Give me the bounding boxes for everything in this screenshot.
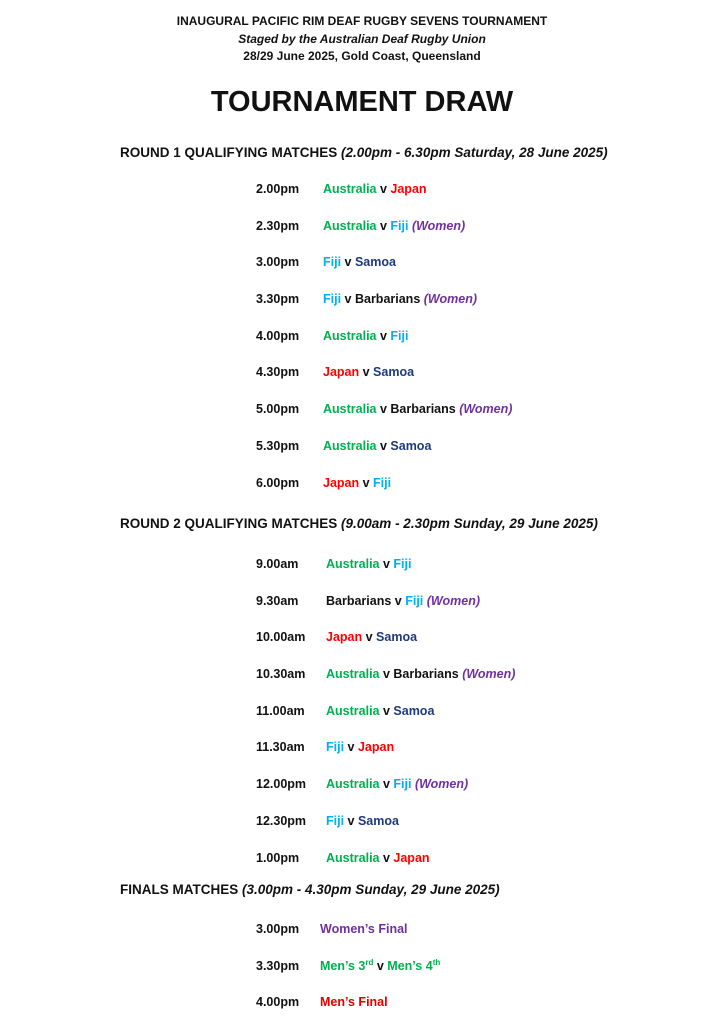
section-subtitle: (3.00pm - 4.30pm Sunday, 29 June 2025) (242, 882, 500, 897)
match-teams (323, 318, 408, 354)
match-time: 3.00pm (256, 922, 300, 936)
match-time: 6.00pm (256, 475, 300, 490)
women-label: (Women) (411, 777, 469, 792)
match-time: 4.30pm (256, 365, 300, 380)
team-name: Samoa (373, 365, 415, 380)
match-text: v (344, 813, 358, 828)
match-teams (326, 803, 399, 839)
team-name: Samoa (376, 630, 418, 645)
team-name: Samoa (357, 813, 399, 828)
match-text: v (376, 438, 391, 453)
match-teams (323, 281, 477, 317)
match-time: 11.00am (256, 703, 305, 718)
team-name: Australia (326, 557, 380, 571)
match-teams (320, 911, 408, 947)
match-teams (326, 840, 430, 876)
team-name: Australia (326, 667, 380, 682)
team-name: Fiji (390, 328, 409, 343)
match-teams (323, 391, 512, 427)
match-text: v (362, 630, 377, 645)
match-time: 4.00pm (256, 328, 300, 343)
team-name: Japan (393, 850, 430, 865)
women-label: Women’s Final (320, 922, 408, 936)
match-teams (323, 465, 391, 501)
match-teams (326, 656, 515, 692)
team-name: Australia (323, 328, 377, 343)
match-text: v Barbarians (379, 667, 459, 682)
match-time: 10.30am (256, 667, 306, 682)
match-time: 2.00pm (256, 182, 300, 196)
team-name: Fiji (393, 557, 412, 571)
team-name: Australia (323, 218, 377, 233)
team-name: Fiji (326, 740, 345, 755)
match-text: v (379, 777, 394, 792)
event-name: INAUGURAL PACIFIC RIM DEAF RUGBY SEVENS TOURNAMENT (176, 14, 548, 28)
team-name: Japan (323, 475, 360, 490)
team-name: Australia (326, 850, 380, 865)
match-time: 12.30pm (256, 813, 307, 828)
team-name: Australia (326, 777, 380, 792)
match-text: v Barbarians (376, 402, 456, 417)
team-name: Australia (323, 438, 377, 453)
match-teams (326, 619, 417, 655)
match-text: v Barbarians (341, 292, 421, 307)
match-teams (323, 354, 414, 390)
match-text: v (373, 958, 388, 973)
match-time: 12.00pm (256, 777, 307, 792)
match-teams (326, 546, 411, 582)
match-time: 3.30pm (256, 958, 300, 973)
match-text: v (359, 365, 374, 380)
match-teams (326, 729, 394, 765)
team-name: Fiji (326, 813, 345, 828)
section-title: FINALS MATCHES (120, 882, 239, 897)
women-label: (Women) (423, 593, 480, 608)
match-text: v (376, 218, 391, 233)
section-heading-finals (120, 881, 500, 899)
section-heading-round-2 (120, 515, 598, 533)
match-text: v (341, 255, 355, 270)
match-text: v (376, 182, 391, 196)
team-name: Fiji (323, 255, 342, 270)
match-text: v (379, 850, 394, 865)
team-name: Men’s 3 (320, 958, 366, 973)
match-time: 11.30am (256, 740, 305, 755)
team-name: rd (365, 957, 374, 967)
date-location-line: 28/29 June 2025, Gold Coast, Queensland (243, 49, 481, 63)
team-name: Men’s 4 (387, 958, 433, 973)
team-name: Fiji (390, 218, 409, 233)
page-title: TOURNAMENT DRAW (210, 86, 514, 118)
match-teams (326, 583, 480, 619)
match-text: Barbarians v (326, 593, 406, 608)
team-name: Japan (357, 740, 395, 755)
section-heading-round-1 (120, 144, 608, 162)
match-text: v (379, 703, 394, 718)
team-name: Fiji (405, 593, 424, 608)
match-teams (320, 948, 440, 984)
match-time: 9.30am (256, 593, 299, 608)
section-title: ROUND 2 QUALIFYING MATCHES (120, 516, 338, 531)
women-label: (Women) (408, 218, 466, 233)
match-teams (320, 984, 388, 1020)
match-text: v (376, 328, 391, 343)
match-teams (323, 244, 396, 280)
match-time: 2.30pm (256, 218, 300, 233)
women-label: (Women) (455, 402, 513, 417)
team-name: Australia (323, 182, 377, 196)
team-name: Japan (390, 182, 427, 196)
match-time: 10.00am (256, 630, 306, 645)
match-teams (326, 766, 468, 802)
women-label: (Women) (458, 667, 516, 682)
match-time: 3.30pm (256, 292, 300, 307)
team-name: Japan (323, 365, 360, 380)
team-name: Samoa (393, 703, 435, 718)
team-name: Japan (326, 630, 363, 645)
match-time: 3.00pm (256, 255, 300, 270)
match-teams (323, 171, 427, 207)
team-name: Fiji (373, 475, 392, 490)
match-time: 5.30pm (256, 438, 300, 453)
match-text: v (359, 475, 374, 490)
match-teams (323, 428, 431, 464)
team-name: Australia (326, 703, 380, 718)
section-title: ROUND 1 QUALIFYING MATCHES (120, 145, 338, 160)
team-name: th (432, 957, 441, 967)
women-label: (Women) (420, 292, 477, 307)
match-time: 5.00pm (256, 402, 300, 417)
section-subtitle: (9.00am - 2.30pm Sunday, 29 June 2025) (341, 516, 598, 531)
organiser-line: Staged by the Australian Deaf Rugby Union (238, 32, 486, 46)
match-text: v (344, 740, 358, 755)
team-name: Fiji (323, 292, 342, 307)
match-text: v (379, 557, 394, 571)
match-time: 1.00pm (256, 850, 300, 865)
match-time: 9.00am (256, 557, 299, 571)
team-name: Fiji (393, 777, 412, 792)
team-name: Samoa (354, 255, 396, 270)
section-subtitle: (2.00pm - 6.30pm Saturday, 28 June 2025) (341, 145, 608, 160)
team-name: Australia (323, 402, 377, 417)
match-time: 4.00pm (256, 995, 300, 1010)
match-teams (326, 693, 434, 729)
team-name: Men’s Final (320, 995, 388, 1010)
match-teams (323, 208, 465, 244)
team-name: Samoa (390, 438, 432, 453)
